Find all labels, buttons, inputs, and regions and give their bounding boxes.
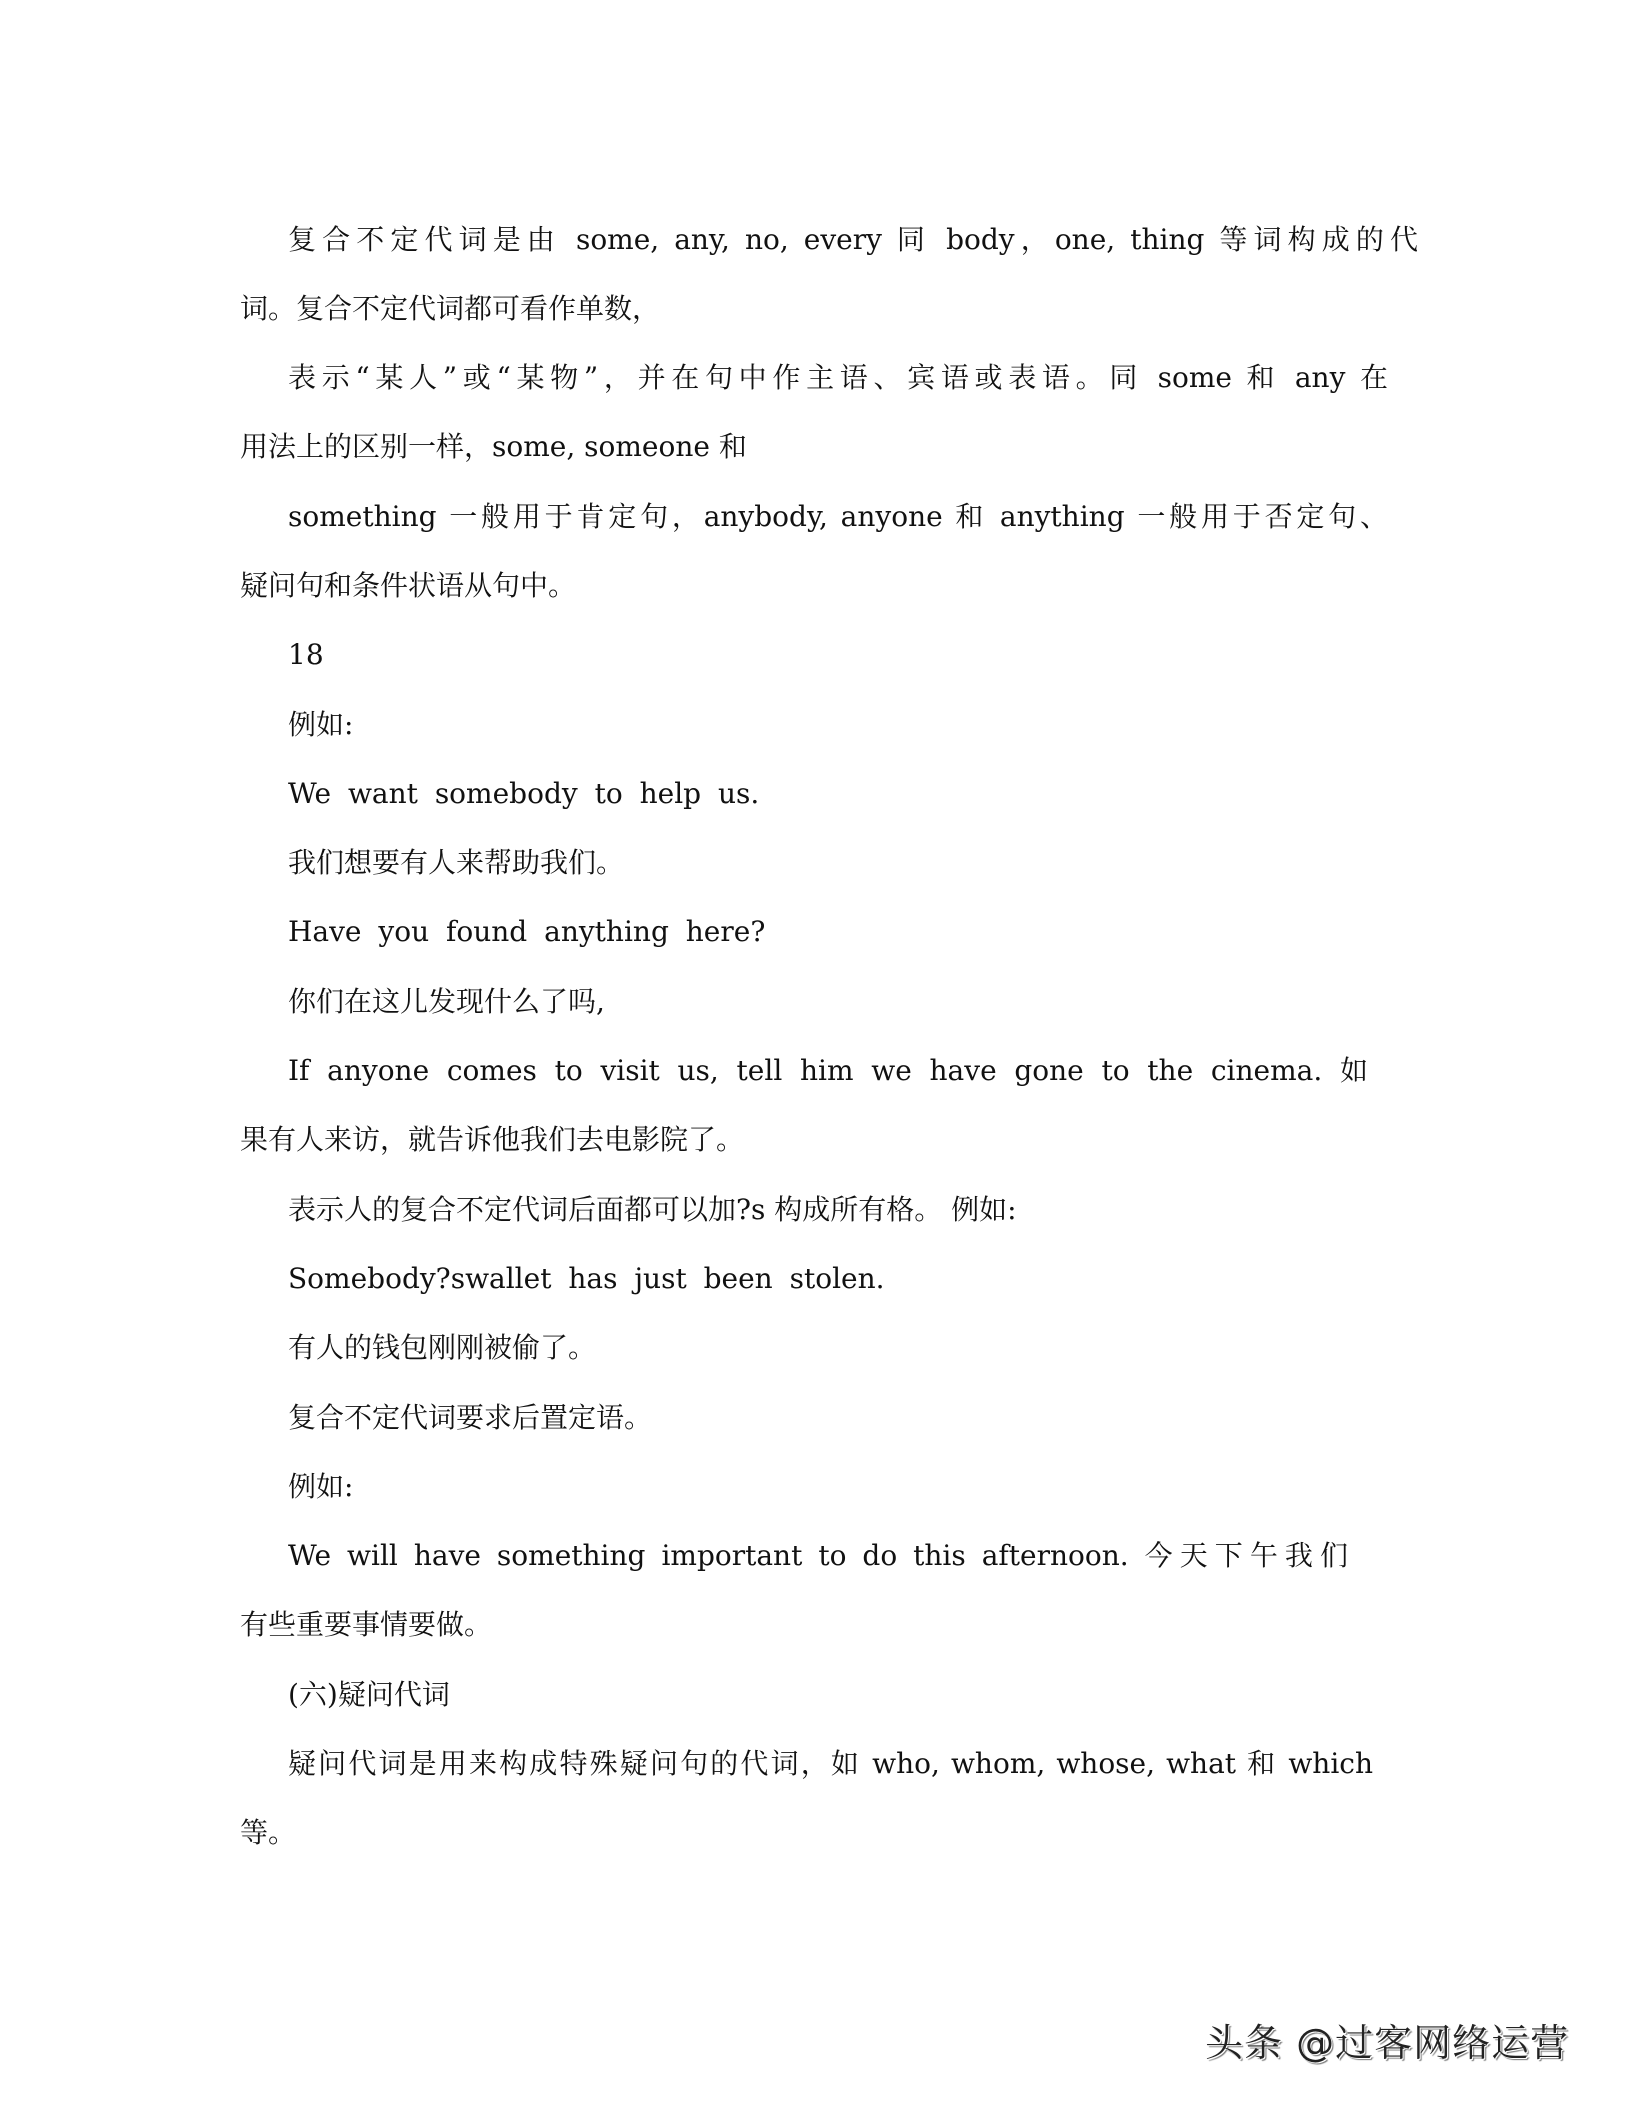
paragraph-line: 疑问句和条件状语从句中。 [240, 569, 577, 602]
paragraph-line: 用法上的区别一样，some, someone 和 [240, 430, 747, 463]
translation-line: 你们在这儿发现什么了吗, [288, 985, 605, 1018]
translation-line: 有些重要事情要做。 [240, 1608, 493, 1641]
example-sentence: Have you found anything here? [288, 915, 766, 948]
paragraph-line: 表示“某人”或“某物”，并在句中作主语、宾语或表语。同 some 和 any 在 [288, 361, 1388, 394]
translation-line: 有人的钱包刚刚被偷了。 [288, 1331, 597, 1364]
example-sentence: We want somebody to help us. [288, 777, 760, 810]
paragraph-line: 复合不定代词要求后置定语。 [288, 1401, 653, 1434]
watermark-text: 头条 @过客网络运营 [1205, 2021, 1570, 2065]
example-sentence: If anyone comes to visit us, tell him we have gone to the cinema. 如 [288, 1054, 1368, 1087]
translation-line: 我们想要有人来帮助我们。 [288, 846, 625, 879]
paragraph-line: something 一般用于肯定句，anybody, anyone 和 anything 一般用于否定句、 [288, 500, 1388, 533]
translation-line: 果有人来访，就告诉他我们去电影院了。 [240, 1123, 745, 1156]
paragraph-line: 表示人的复合不定代词后面都可以加?s 构成所有格。 例如: [288, 1193, 1017, 1226]
example-sentence: We will have something important to do this afternoon. 今天下午我们 [288, 1539, 1348, 1572]
page-number-text: 18 [288, 638, 324, 671]
example-sentence: Somebody?swallet has just been stolen. [288, 1262, 885, 1295]
paragraph-line: 词。复合不定代词都可看作单数， [240, 292, 661, 325]
paragraph-line: 疑问代词是用来构成特殊疑问句的代词，如 who, whom, whose, what 和 which [288, 1747, 1373, 1780]
paragraph-line: 复合不定代词是由 some, any, no, every 同 body，one, thing 等词构成的代 [288, 223, 1418, 256]
section-heading: (六)疑问代词 [288, 1678, 450, 1711]
paragraph-line: 等。 [240, 1816, 297, 1849]
paragraph-line: 例如: [288, 708, 354, 741]
paragraph-line: 例如: [288, 1470, 354, 1503]
